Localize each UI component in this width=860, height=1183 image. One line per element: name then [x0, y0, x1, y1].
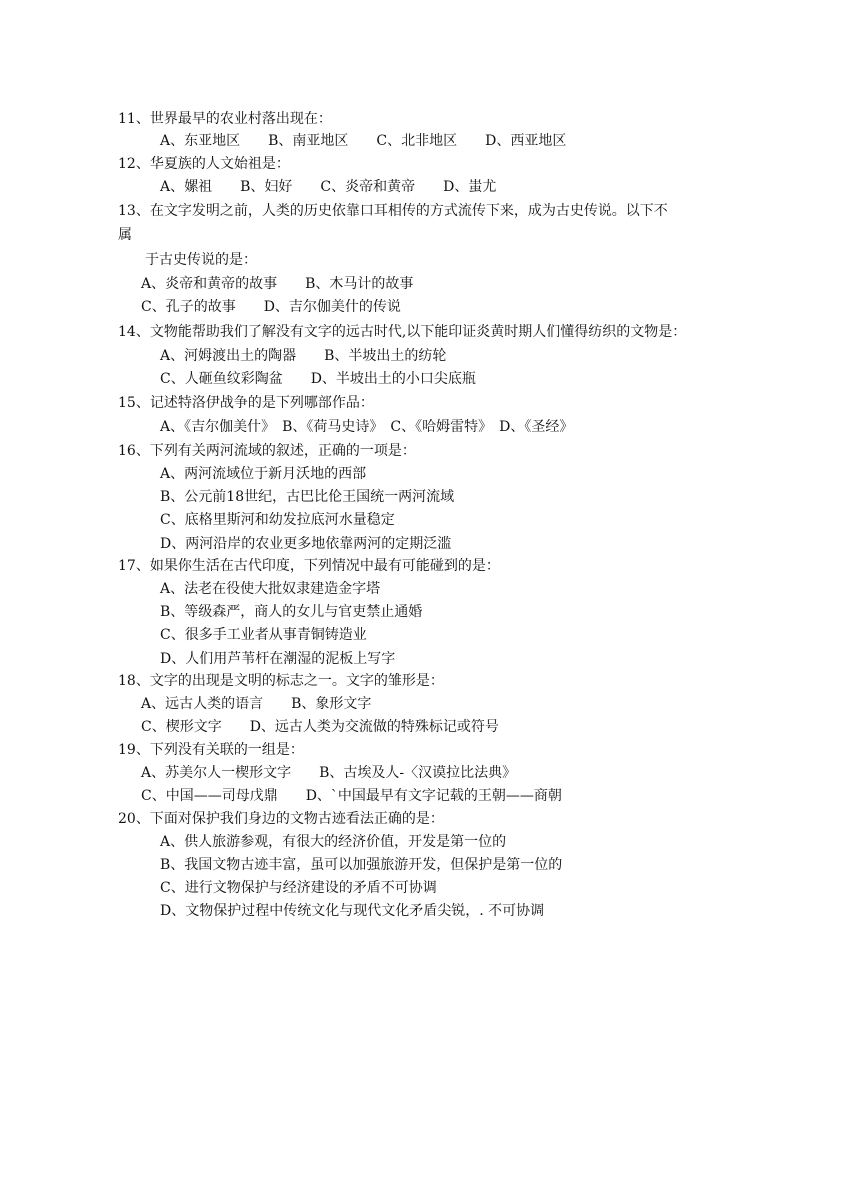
question-12-options: A、嫘祖 B、妇好 C、炎帝和黄帝 D、蚩尤	[160, 179, 497, 195]
question-19-options-cd: C、中国——司母戊鼎 D、`中国最早有文字记载的王朝——商朝	[141, 788, 562, 804]
question-11-stem: 11、世界最早的农业村落出现在：	[118, 111, 332, 127]
question-16-option-a: A、两河流域位于新月沃地的西部	[160, 466, 367, 482]
question-18-options-cd: C、楔形文字 D、远古人类为交流做的特殊标记或符号	[141, 719, 499, 735]
question-17-option-c: C、很多手工业者从事青铜铸造业	[160, 627, 367, 643]
question-17-option-d: D、人们用芦苇杆在潮湿的泥板上写字	[160, 651, 396, 667]
question-20-option-b: B、我国文物古迹丰富，虽可以加强旅游开发，但保护是第一位的	[160, 857, 563, 873]
question-17-option-a: A、法老在役使大批奴隶建造金字塔	[160, 581, 381, 597]
question-14-options-cd: C、人砸鱼纹彩陶盆 D、半坡出土的小口尖底瓶	[160, 371, 476, 387]
question-19-stem: 19、下列没有关联的一组是：	[118, 742, 304, 758]
question-20-stem: 20、下面对保护我们身边的文物古迹看法正确的是：	[118, 811, 444, 827]
question-13-options-ab: A、炎帝和黄帝的故事 B、木马计的故事	[141, 276, 414, 292]
question-18-stem: 18、文字的出现是文明的标志之一。文字的雏形是：	[118, 673, 444, 689]
question-14-options-ab: A、河姆渡出土的陶器 B、半坡出土的纺轮	[160, 348, 447, 364]
question-16-option-c: C、底格里斯河和幼发拉底河水量稳定	[160, 512, 395, 528]
question-20-option-c: C、进行文物保护与经济建设的矛盾不可协调	[160, 880, 437, 896]
question-13-stem-continued: 于古史传说的是：	[145, 252, 257, 268]
question-13-stem-wrap: 属	[118, 227, 132, 243]
question-19-options-ab: A、苏美尔人一楔形文字 B、古埃及人-〈汉谟拉比法典》	[141, 765, 517, 781]
question-20-option-d: D、文物保护过程中传统文化与现代文化矛盾尖锐，. 不可协调	[160, 903, 545, 919]
question-14-stem: 14、文物能帮助我们了解没有文字的远古时代,以下能印证炎黄时期人们懂得纺织的文物是：	[118, 324, 687, 340]
question-17-stem: 17、如果你生活在古代印度，下列情况中最有可能碰到的是：	[118, 558, 500, 574]
question-11-options: A、东亚地区 B、南亚地区 C、北非地区 D、西亚地区	[160, 133, 567, 149]
question-20-option-a: A、供人旅游参观，有很大的经济价值，开发是第一位的	[160, 834, 507, 850]
question-17-option-b: B、等级森严，商人的女儿与官吏禁止通婚	[160, 604, 423, 620]
question-15-options: A、《吉尔伽美什》 B、《荷马史诗》 C、《哈姆雷特》 D、《圣经》	[160, 419, 574, 435]
question-16-stem: 16、下列有关两河流域的叙述，正确的一项是：	[118, 443, 416, 459]
question-15-stem: 15、记述特洛伊战争的是下列哪部作品：	[118, 395, 374, 411]
question-12-stem: 12、华夏族的人文始祖是：	[118, 156, 290, 172]
question-18-options-ab: A、远古人类的语言 B、象形文字	[141, 696, 372, 712]
question-16-option-b: B、公元前18世纪，古巴比伦王国统一两河流域	[160, 489, 455, 505]
question-13-options-cd: C、孔子的故事 D、吉尔伽美什的传说	[141, 299, 401, 315]
question-16-option-d: D、两河沿岸的农业更多地依靠两河的定期泛滥	[160, 536, 452, 552]
question-13-stem: 13、在文字发明之前，人类的历史依靠口耳相传的方式流传下来，成为古史传说。以下不	[118, 203, 668, 219]
